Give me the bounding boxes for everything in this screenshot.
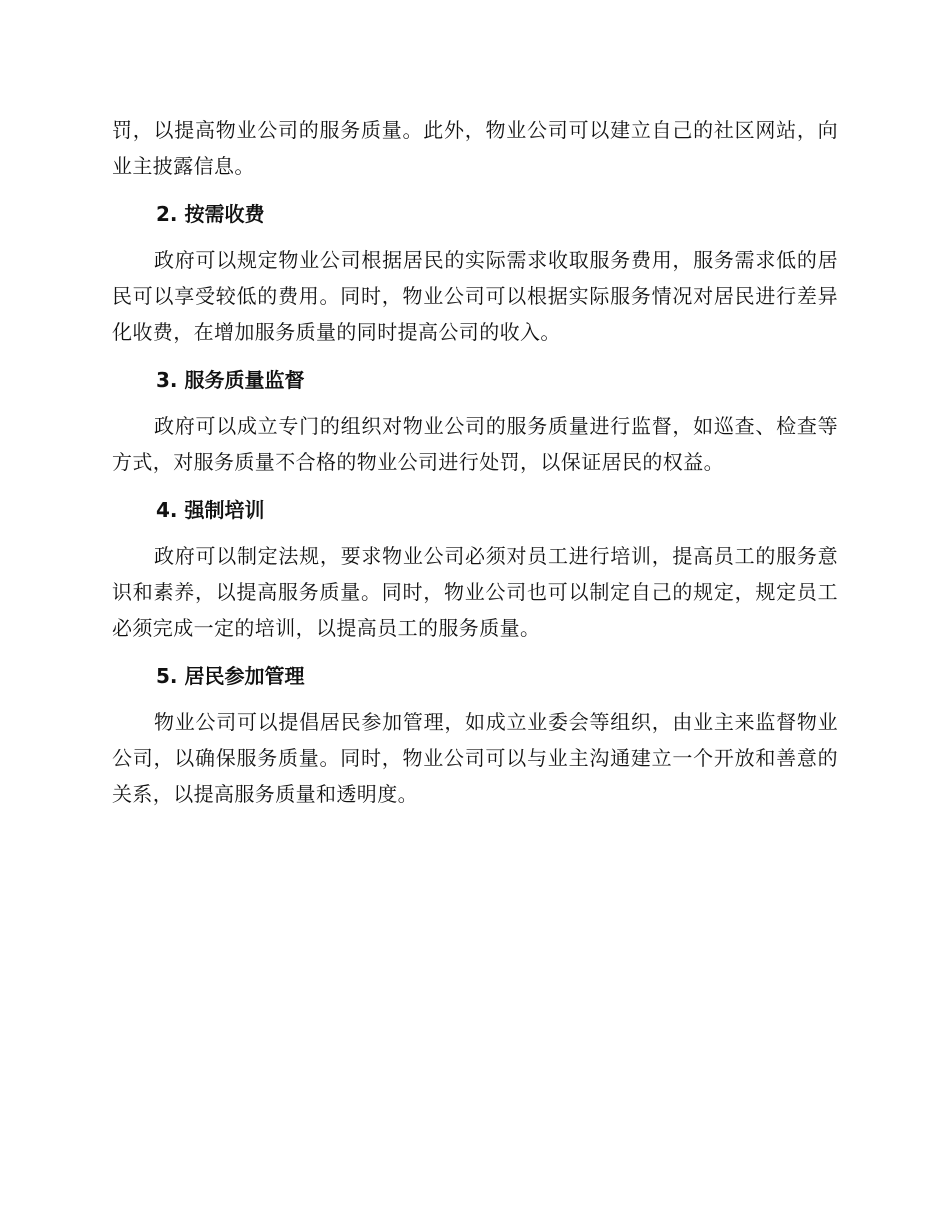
section-body-5: 物业公司可以提倡居民参加管理，如成立业委会等组织，由业主来监督物业公司，以确保服务质量。同时，物业公司可以与业主沟通建立一个开放和善意的关系，以提高服务质量和透明度。 [112,710,838,806]
section-body-2: 政府可以规定物业公司根据居民的实际需求收取服务费用，服务需求低的居民可以享受较低的费用。同时，物业公司可以根据实际服务情况对居民进行差异化收费，在增加服务质量的同时提高公司的收入。 [112,248,838,344]
section-body-3: 政府可以成立专门的组织对物业公司的服务质量进行监督，如巡查、检查等方式，对服务质量不合格的物业公司进行处罚，以保证居民的权益。 [112,414,838,474]
section-body-4: 政府可以制定法规，要求物业公司必须对员工进行培训，提高员工的服务意识和素养，以提高服务质量。同时，物业公司也可以制定自己的规定，规定员工必须完成一定的培训，以提高员工的服务质量。 [112,544,838,640]
section-heading-2: 2. 按需收费 [156,202,265,226]
section-heading-4: 4. 强制培训 [156,498,265,522]
document-body [112,112,838,812]
section-heading-5: 5. 居民参加管理 [156,664,305,688]
intro-paragraph: 罚，以提高物业公司的服务质量。此外，物业公司可以建立自己的社区网站，向业主披露信息。 [112,118,838,178]
section-heading-3: 3. 服务质量监督 [156,368,305,392]
